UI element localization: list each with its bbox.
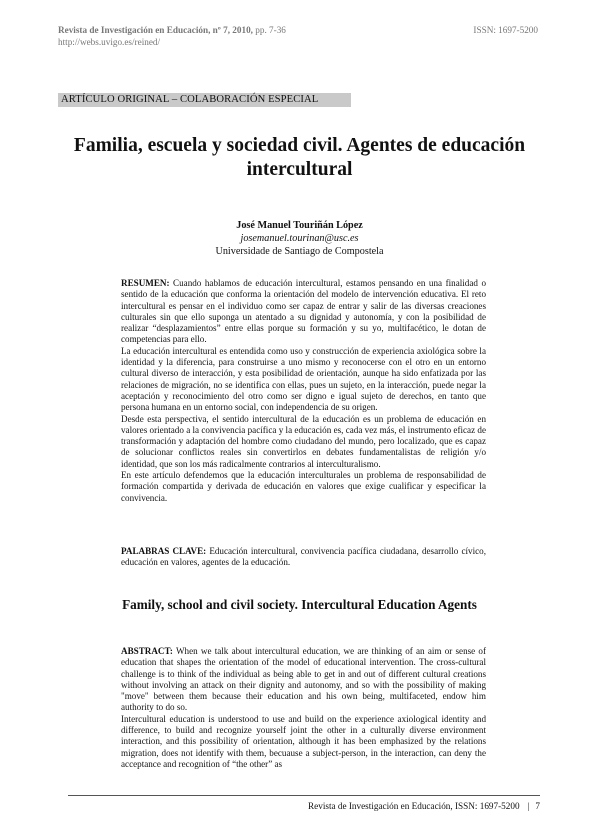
header-citation <box>58 24 538 36</box>
footer-divider <box>68 795 540 796</box>
footer-separator: | <box>527 801 530 811</box>
resumen-paragraph: En este artículo defendemos que la educación interculturales un problema de responsabilidad de formación compartida y derivada de educación en valores que exige cualificar y especificar la convivencia. <box>121 470 486 503</box>
keywords-text: Educación intercultural, convivencia pacífica ciudadana, desarrollo cívico, educación en valores, agentes de la educación. <box>121 546 486 568</box>
abstract-section <box>121 646 486 770</box>
abstract-text: When we talk about intercultural education, we are thinking of an aim or sense of education that shapes the orientation of the model of educational intervention. The cross-cultural challenge is to think of the individual as being able to get in and out of different cultural creations without involving an attack on their dignity and autonomy, and so with the possibility of making "move" between them because their education and his own being, multifaceted, endow him authority to do so. <box>121 646 486 713</box>
running-header <box>58 24 538 48</box>
article-title: Familia, escuela y sociedad civil. Agentes de educación intercultural <box>73 135 526 180</box>
resumen-paragraph: La educación intercultural es entendida como uso y construcción de experiencia axiológica sobre la identidad y la diferencia, para construirse a uno mismo y reconocerse con el otro en un entorno cultural diverso de interacción, y esta posibilidad de orientación, aunque ha sido enfatizada por las relaciones de migración, no se identifica con ellas, pues un sujeto, en la interacción, puede negar la aceptación y reconocimiento del otro como ser digno e igual sujeto de derechos, en tanto que persona humana en un entorno social, con independencia de su origen. <box>121 345 486 413</box>
header-pages: pp. 7-36 <box>252 25 286 35</box>
abstract-paragraph <box>121 646 486 714</box>
keywords-label: PALABRAS CLAVE: <box>121 546 207 556</box>
author-email[interactable]: josemanuel.tourinan@usc.es <box>240 233 359 244</box>
resumen-paragraph <box>121 278 486 346</box>
author-affiliation: Universidade de Santiago de Compostela <box>215 246 384 257</box>
section-label: ARTÍCULO ORIGINAL – COLABORACIÓN ESPECIAL <box>58 93 351 107</box>
header-url[interactable]: http://webs.uvigo.es/reined/ <box>58 37 161 47</box>
resumen-label: RESUMEN: <box>121 278 170 288</box>
resumen-section <box>121 278 486 504</box>
keywords-section <box>121 546 486 569</box>
resumen-text: Cuando hablamos de educación intercultural, estamos pensando en una finalidad o sentido de la educación que conforma la orientación del modelo de intervención educativa. El reto intercultural es pensar en el individuo como ser capaz de entrar y salir de las diversas creaciones culturales sin que ello suponga un atentado a su dignidad y autonomía, y con la posibilidad de realizar “desplazamientos” entre ellas porque su formación y su yo, multifacético, le dotan de competencias para ello. <box>121 278 486 345</box>
footer-journal: Revista de Investigación en Educación, ISSN: 1697-5200 <box>308 801 520 811</box>
author-name: José Manuel Touriñán López <box>236 220 363 231</box>
english-title: Family, school and civil society. Intercultural Education Agents <box>122 597 477 612</box>
header-issn: ISSN: 1697-5200 <box>473 25 538 35</box>
page-number: 7 <box>535 801 540 811</box>
keywords-paragraph <box>121 546 486 569</box>
resumen-paragraph: Desde esta perspectiva, el sentido intercultural de la educación es un problema de educación en valores orientado a la convivencia pacífica y la educación es, cada vez más, el instrumento eficaz de transformación y adaptación del hombre como ciudadano del mundo, pero localizado, que es capaz de solucionar conflictos reales sin convertirlos en debates fundamentalistas de religión y/o identidad, que son los más radicalmente contrarios al interculturalismo. <box>121 413 486 469</box>
abstract-label: ABSTRACT: <box>121 646 173 656</box>
author-block <box>60 219 539 258</box>
page-footer <box>68 800 540 812</box>
abstract-paragraph: Intercultural education is understood to use and build on the experience axiological identity and difference, to build and recognize yourself joint the other in a culturally diverse environment interaction, and this possibility of orientation, although it has been emphasized by the relations migration, does not identify with them, becuause a subject-person, in the interaction, can deny the acceptance and recognition of “the other” as <box>121 713 486 769</box>
header-journal: Revista de Investigación en Educación, nº 7, 2010, <box>58 25 253 35</box>
